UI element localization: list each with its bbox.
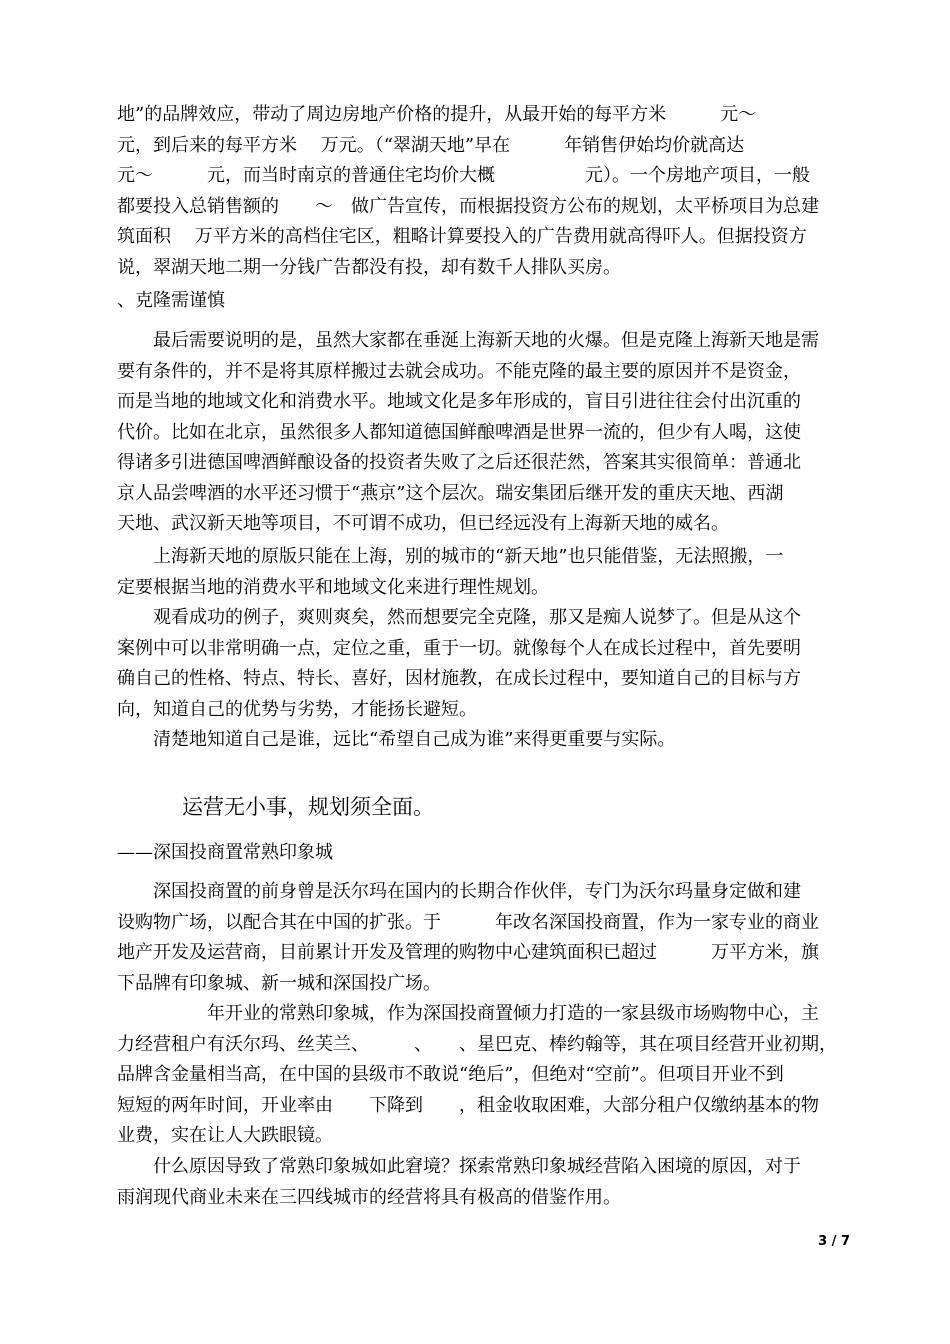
text-line: 而是当地的地域文化和消费水平。地域文化是多年形成的，盲目引进往往会付出沉重的 bbox=[117, 391, 801, 412]
text-line: 最后需要说明的是，虽然大家都在垂涎上海新天地的火爆。但是克隆上海新天地是需 bbox=[117, 330, 819, 351]
text-line: 清楚地知道自己是谁，远比“希望自己成为谁”来得更重要与实际。 bbox=[117, 729, 676, 750]
text-line: 上海新天地的原版只能在上海，别的城市的“新天地”也只能借鉴，无法照搬，一 bbox=[117, 546, 784, 567]
paragraph-know-yourself bbox=[117, 725, 850, 756]
text-line: 什么原因导致了常熟印象城如此窘境？探索常熟印象城经营陷入困境的原因，对于 bbox=[117, 1156, 801, 1177]
text-line: 元，到后来的每平方米 万元。（“翠湖天地”早在 年销售伊始均价就高达 bbox=[117, 134, 745, 156]
text-line: 下品牌有印象城、新一城和深国投广场。 bbox=[117, 972, 441, 994]
text-line: 雨润现代商业未来在三四线城市的经营将具有极高的借鉴作用。 bbox=[117, 1186, 621, 1208]
text-line: 设购物广场，以配合其在中国的扩张。于 年改名深国投商置，作为一家专业的商业 bbox=[117, 911, 819, 933]
paragraph-positioning bbox=[117, 603, 850, 725]
section-title: 运营无小事，规划须全面。 bbox=[182, 795, 434, 819]
page-number: 3 / 7 bbox=[818, 1234, 850, 1249]
text-line: 说，翠湖天地二期一分钱广告都没有投，却有数千人排队买房。 bbox=[117, 256, 621, 278]
text-line: 短短的两年时间，开业率由 下降到 ，租金收取困难，大部分租户仅缴纳基本的物 bbox=[117, 1094, 819, 1116]
text-line: 天地、武汉新天地等项目，不可谓不成功，但已经远没有上海新天地的威名。 bbox=[117, 513, 729, 534]
text-line: 深国投商置的前身曾是沃尔玛在国内的长期合作伙伴，专门为沃尔玛量身定做和建 bbox=[117, 881, 801, 902]
paragraph-brand-effect bbox=[117, 100, 850, 283]
paragraph-company-intro bbox=[117, 877, 850, 999]
text-line: 筑面积 万平方米的高档住宅区，粗略计算要投入的广告费用就高得吓人。但据投资方 bbox=[117, 226, 807, 247]
text-line: 确自己的性格、特点、特长、喜好，因材施教，在成长过程中，要知道自己的目标与方 bbox=[117, 668, 801, 689]
text-line: 地产开发及运营商，目前累计开发及管理的购物中心建筑面积已超过 万平方米，旗 bbox=[117, 942, 819, 963]
paragraph-reason-question bbox=[117, 1152, 850, 1213]
text-line: 要有条件的，并不是将其原样搬过去就会成功。不能克隆的最主要的原因并不是资金， bbox=[117, 360, 801, 382]
text-line: 定要根据当地的消费水平和地域文化来进行理性规划。 bbox=[117, 576, 549, 598]
section-subtitle: ——深国投商置常熟印象城 bbox=[117, 842, 333, 863]
text-line: 地”的品牌效应，带动了周边房地产价格的提升，从最开始的每平方米 元～ bbox=[117, 104, 757, 125]
text-line: 力经营租户有沃尔玛、丝芙兰、 、 、星巴克、棒约翰等，其在项目经营开业初期， bbox=[117, 1033, 837, 1055]
text-line: 案例中可以非常明确一点，定位之重，重于一切。就像每个人在成长过程中，首先要明 bbox=[117, 637, 801, 659]
text-line: 得诸多引进德国啤酒鲜酿设备的投资者失败了之后还很茫然，答案其实很简单：普通北 bbox=[117, 452, 801, 473]
text-line: 代价。比如在北京，虽然很多人都知道德国鲜酿啤酒是世界一流的，但少有人喝，这使 bbox=[117, 421, 801, 443]
paragraph-changshu-case bbox=[117, 999, 850, 1152]
text-line: 业费，实在让人大跌眼镜。 bbox=[117, 1125, 333, 1146]
text-line: 年开业的常熟印象城，作为深国投商置倾力打造的一家县级市场购物中心，主 bbox=[117, 1003, 819, 1024]
paragraph-original-shanghai bbox=[117, 542, 850, 603]
section-heading-clone-caution: 、克隆需谨慎 bbox=[117, 290, 225, 311]
text-line: 元～ 元，而当时南京的普通住宅均价大概 元）。一个房地产项目，一般 bbox=[117, 165, 810, 186]
text-line: 品牌含金量相当高，在中国的县级市不敢说“绝后”，但绝对“空前”。但项目开业不到 bbox=[117, 1064, 784, 1085]
text-line: 京人品尝啤酒的水平还习惯于“燕京”这个层次。瑞安集团后继开发的重庆天地、西湖 bbox=[117, 482, 784, 504]
text-line: 都要投入总销售额的 ～ 做广告宣传，而根据投资方公布的规划，太平桥项目为总建 bbox=[117, 195, 819, 217]
paragraph-clone-conditions bbox=[117, 326, 850, 540]
text-line: 观看成功的例子，爽则爽矣，然而想要完全克隆，那又是痴人说梦了。但是从这个 bbox=[117, 607, 801, 628]
text-line: 向，知道自己的优势与劣势，才能扬长避短。 bbox=[117, 698, 477, 720]
